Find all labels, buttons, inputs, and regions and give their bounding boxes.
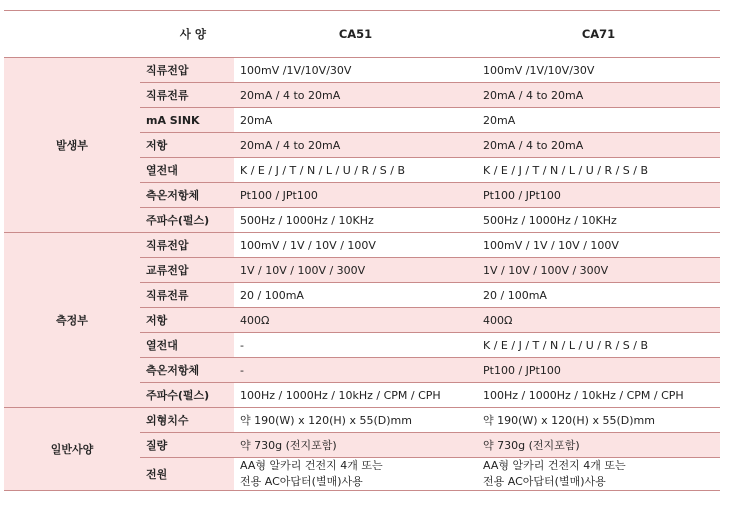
value-b: Pt100 / JPt100: [477, 183, 720, 208]
item-label: 측온저항체: [140, 358, 234, 383]
value-b: 500Hz / 1000Hz / 10KHz: [477, 208, 720, 233]
item-label: 측온저항체: [140, 183, 234, 208]
item-label: 저항: [140, 308, 234, 333]
item-label: 직류전압: [140, 233, 234, 258]
value-b: [477, 458, 720, 491]
item-label: 직류전류: [140, 283, 234, 308]
header-model-a: CA51: [234, 11, 477, 58]
value-a: 100mV / 1V / 10V / 100V: [234, 233, 477, 258]
value-a: -: [234, 333, 477, 358]
value-b: 약 730g (전지포함): [477, 433, 720, 458]
value-b: 100Hz / 1000Hz / 10kHz / CPM / CPH: [477, 383, 720, 408]
value-a: 100mV /1V/10V/30V: [234, 58, 477, 83]
value-b: K / E / J / T / N / L / U / R / S / B: [477, 158, 720, 183]
value-b: 400Ω: [477, 308, 720, 333]
power-line-1: AA형 알카리 건전지 4개 또는: [483, 459, 626, 472]
item-label: 교류전압: [140, 258, 234, 283]
header-spec-label: 사 양: [4, 11, 234, 58]
item-label: 저항: [140, 133, 234, 158]
power-line-2: 전용 AC아답터(별매)사용: [240, 475, 363, 488]
item-label: 전원: [140, 458, 234, 491]
value-b: 100mV / 1V / 10V / 100V: [477, 233, 720, 258]
value-a: 20mA / 4 to 20mA: [234, 133, 477, 158]
group-label: 발생부: [4, 58, 140, 233]
power-line-1: AA형 알카리 건전지 4개 또는: [240, 459, 383, 472]
value-b: 약 190(W) x 120(H) x 55(D)mm: [477, 408, 720, 433]
value-a: 20mA: [234, 108, 477, 133]
value-a: 약 190(W) x 120(H) x 55(D)mm: [234, 408, 477, 433]
value-a: 500Hz / 1000Hz / 10KHz: [234, 208, 477, 233]
value-a: 100Hz / 1000Hz / 10kHz / CPM / CPH: [234, 383, 477, 408]
item-label: 직류전류: [140, 83, 234, 108]
item-label: 열전대: [140, 333, 234, 358]
value-b: Pt100 / JPt100: [477, 358, 720, 383]
item-label: 외형치수: [140, 408, 234, 433]
table-row: [4, 408, 720, 433]
value-b: 20 / 100mA: [477, 283, 720, 308]
value-a: Pt100 / JPt100: [234, 183, 477, 208]
item-label: 주파수(펄스): [140, 208, 234, 233]
value-a: 약 730g (전지포함): [234, 433, 477, 458]
value-a: 400Ω: [234, 308, 477, 333]
item-label: 열전대: [140, 158, 234, 183]
value-b: K / E / J / T / N / L / U / R / S / B: [477, 333, 720, 358]
group-label: 측정부: [4, 233, 140, 408]
value-a: -: [234, 358, 477, 383]
value-b: 20mA: [477, 108, 720, 133]
value-a: [234, 458, 477, 491]
value-b: 20mA / 4 to 20mA: [477, 133, 720, 158]
item-label: mA SINK: [140, 108, 234, 133]
item-label: 주파수(펄스): [140, 383, 234, 408]
value-b: 100mV /1V/10V/30V: [477, 58, 720, 83]
spec-table: [4, 10, 720, 491]
table-row: [4, 233, 720, 258]
value-a: 1V / 10V / 100V / 300V: [234, 258, 477, 283]
header-model-b: CA71: [477, 11, 720, 58]
value-a: 20mA / 4 to 20mA: [234, 83, 477, 108]
item-label: 질량: [140, 433, 234, 458]
value-b: 20mA / 4 to 20mA: [477, 83, 720, 108]
group-label: 일반사양: [4, 408, 140, 491]
item-label: 직류전압: [140, 58, 234, 83]
value-a: K / E / J / T / N / L / U / R / S / B: [234, 158, 477, 183]
power-line-2: 전용 AC아답터(별매)사용: [483, 475, 606, 488]
table-row: [4, 58, 720, 83]
value-a: 20 / 100mA: [234, 283, 477, 308]
header-row: [4, 11, 720, 58]
value-b: 1V / 10V / 100V / 300V: [477, 258, 720, 283]
